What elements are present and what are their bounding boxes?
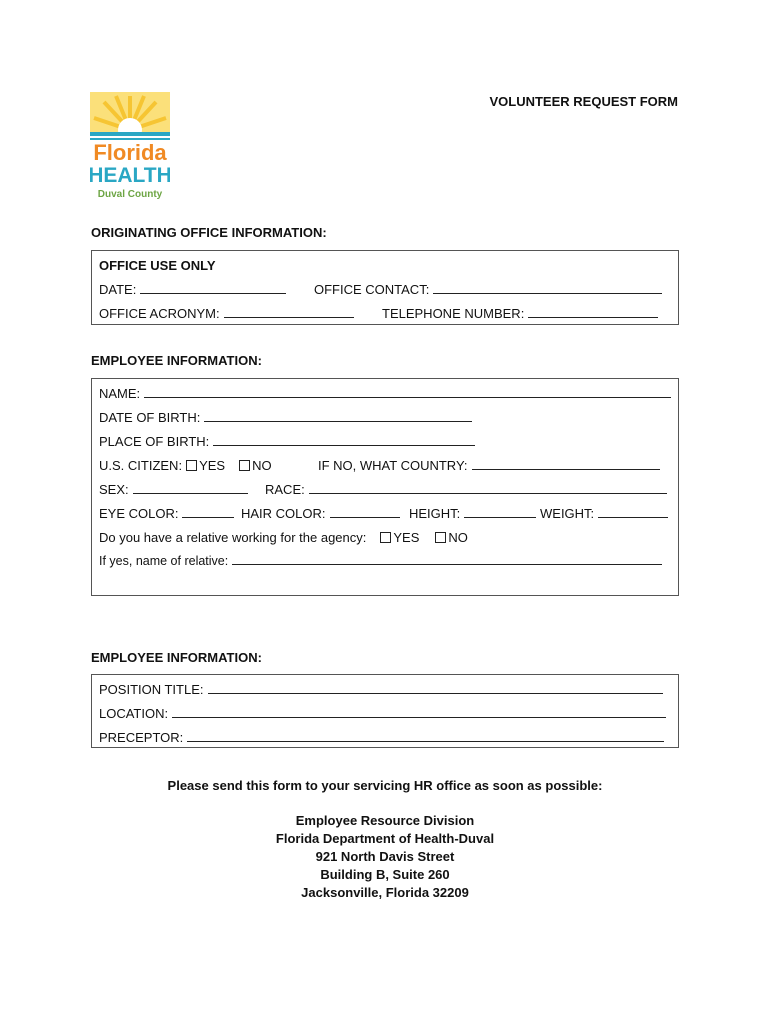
- position-title-field[interactable]: [208, 683, 663, 694]
- sun-icon: [90, 92, 170, 202]
- height-label: HEIGHT:: [409, 506, 461, 521]
- telephone-field[interactable]: [528, 307, 658, 318]
- office-use-only-label: OFFICE USE ONLY: [99, 258, 216, 273]
- eye-color-field[interactable]: [182, 507, 234, 518]
- employee-heading: EMPLOYEE INFORMATION:: [91, 353, 262, 368]
- relative-question-label: Do you have a relative working for the agency:: [99, 530, 367, 545]
- date-label: DATE:: [99, 282, 137, 297]
- originating-heading: ORIGINATING OFFICE INFORMATION:: [91, 225, 327, 240]
- relative-name-label: If yes, name of relative:: [99, 554, 229, 568]
- name-row: [99, 386, 671, 401]
- sex-label: SEX:: [99, 482, 129, 497]
- logo-text-florida: Florida: [93, 140, 167, 165]
- location-row: [99, 706, 666, 721]
- logo-text-health: HEALTH: [90, 164, 170, 187]
- citizen-label: U.S. CITIZEN:: [99, 458, 183, 473]
- citizen-row: [99, 458, 674, 474]
- preceptor-label: PRECEPTOR:: [99, 730, 184, 745]
- position-title-label: POSITION TITLE:: [99, 682, 204, 697]
- citizen-no-label: NO: [252, 458, 272, 473]
- date-contact-row: [99, 282, 674, 298]
- weight-label: WEIGHT:: [540, 506, 595, 521]
- sex-race-row: [99, 482, 674, 498]
- office-acronym-field[interactable]: [224, 307, 354, 318]
- position-title-row: [99, 682, 663, 697]
- address-line-4: Building B, Suite 260: [320, 867, 450, 882]
- name-field[interactable]: [144, 387, 671, 398]
- race-label: RACE:: [265, 482, 305, 497]
- relative-yes-checkbox[interactable]: [380, 532, 391, 543]
- country-label: IF NO, WHAT COUNTRY:: [318, 458, 468, 473]
- date-field[interactable]: [140, 283, 286, 294]
- preceptor-row: [99, 730, 664, 745]
- hair-color-field[interactable]: [330, 507, 400, 518]
- position-info-box: [91, 674, 679, 748]
- eye-color-label: EYE COLOR:: [99, 506, 179, 521]
- pob-row: [99, 434, 475, 449]
- race-field[interactable]: [309, 483, 667, 494]
- office-use-box: [91, 250, 679, 325]
- relative-name-row: [99, 554, 662, 568]
- relative-no-label: NO: [448, 530, 468, 545]
- citizen-yes-checkbox[interactable]: [186, 460, 197, 471]
- relative-name-field[interactable]: [232, 554, 662, 565]
- employee-info-box: [91, 378, 679, 596]
- form-title: VOLUNTEER REQUEST FORM: [489, 94, 678, 109]
- relative-question-row: [99, 530, 468, 545]
- office-acronym-label: OFFICE ACRONYM:: [99, 306, 220, 321]
- pob-field[interactable]: [213, 435, 475, 446]
- physical-row: [99, 506, 674, 522]
- height-field[interactable]: [464, 507, 536, 518]
- florida-health-logo: [90, 92, 170, 202]
- relative-yes-label: YES: [393, 530, 420, 545]
- telephone-label: TELEPHONE NUMBER:: [382, 306, 525, 321]
- weight-field[interactable]: [598, 507, 668, 518]
- relative-no-checkbox[interactable]: [435, 532, 446, 543]
- pob-label: PLACE OF BIRTH:: [99, 434, 210, 449]
- address-line-5: Jacksonville, Florida 32209: [301, 885, 469, 900]
- dob-field[interactable]: [204, 411, 472, 422]
- preceptor-field[interactable]: [187, 731, 664, 742]
- hair-color-label: HAIR COLOR:: [241, 506, 326, 521]
- location-label: LOCATION:: [99, 706, 169, 721]
- location-field[interactable]: [172, 707, 666, 718]
- dob-row: [99, 410, 472, 425]
- address-line-2: Florida Department of Health-Duval: [275, 831, 495, 846]
- instruction-text: Please send this form to your servicing HR office as soon as possible:: [167, 778, 603, 793]
- country-field[interactable]: [472, 459, 660, 470]
- sex-field[interactable]: [133, 483, 248, 494]
- office-contact-field[interactable]: [433, 283, 662, 294]
- citizen-no-checkbox[interactable]: [239, 460, 250, 471]
- address-line-3: 921 North Davis Street: [315, 849, 455, 864]
- citizen-yes-label: YES: [199, 458, 226, 473]
- name-label: NAME:: [99, 386, 141, 401]
- dob-label: DATE OF BIRTH:: [99, 410, 201, 425]
- acronym-phone-row: [99, 306, 674, 322]
- office-contact-label: OFFICE CONTACT:: [314, 282, 430, 297]
- logo-text-county: Duval County: [97, 189, 163, 200]
- address-line-1: Employee Resource Division: [295, 813, 475, 828]
- position-heading: EMPLOYEE INFORMATION:: [91, 650, 262, 665]
